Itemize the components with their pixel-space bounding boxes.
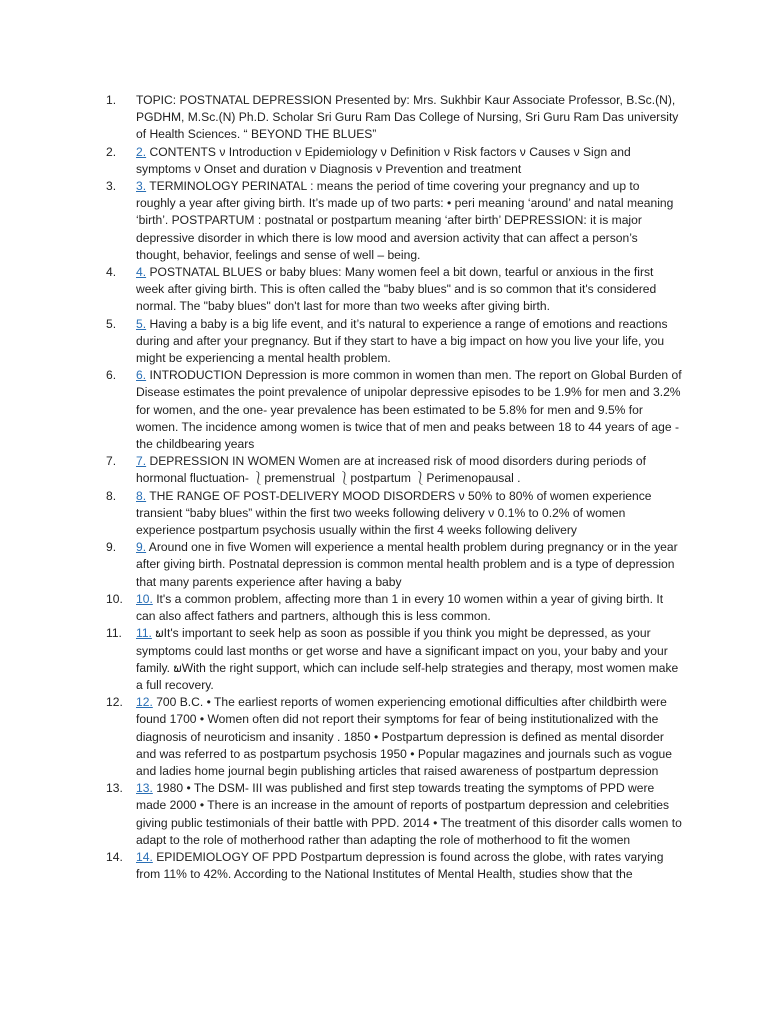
item-text bbox=[136, 591, 682, 625]
item-number: 4. bbox=[106, 265, 117, 280]
list-item bbox=[106, 591, 682, 625]
list-item bbox=[106, 92, 682, 144]
item-body: THE RANGE OF POST-DELIVERY MOOD DISORDERS ν 50% to 80% of women experience transient “baby blues” within the first two weeks following delivery ν 0.1% to 0.2% of women experience postpartum psychosis usually within the first 4 weeks following delivery bbox=[136, 488, 652, 538]
item-body: ພIt's important to seek help as soon as possible if you think you might be depressed, as your symptoms could last months or get worse and have a significant impact on you, your baby and your family. ພWith the right support, which can include self-help strategies and therapy, most women make a full recovery. bbox=[136, 626, 679, 692]
item-text bbox=[136, 488, 682, 540]
list-item bbox=[106, 694, 682, 780]
list-item bbox=[106, 367, 682, 453]
slide-link[interactable]: 2. bbox=[136, 144, 147, 159]
list-item bbox=[106, 625, 682, 694]
item-body: Around one in five Women will experience a mental health problem during pregnancy or in the year after giving birth. Postnatal depression is common mental health problem and is a type of depression that many parents experience after having a baby bbox=[136, 540, 678, 589]
item-text bbox=[136, 316, 682, 368]
slide-link[interactable]: 3. bbox=[136, 179, 147, 194]
list-item bbox=[106, 178, 682, 264]
item-body: DEPRESSION IN WOMEN Women are at increased risk of mood disorders during periods of hormonal fluctuation- ⎱premenstrual ⎱postpartum ⎱Perimenopausal . bbox=[136, 454, 646, 486]
item-body: INTRODUCTION Depression is more common in women than men. The report on Global Burden of Disease estimates the point prevalence of unipolar depressive episodes to be 1.9% for men and 3.2% for women, and the one- year prevalence has been estimated to be 5.8% for men and 9.5% for women. The incidence among women is twice that of men and peaks between 18 to 44 years of age - the childbearing years bbox=[136, 368, 682, 452]
item-text bbox=[136, 625, 682, 694]
item-number: 14. bbox=[106, 849, 123, 864]
item-body: EPIDEMIOLOGY OF PPD Postpartum depression is found across the globe, with rates varying from 11% to 42%. According to the National Institutes of Mental Health, studies show that the bbox=[136, 849, 664, 882]
item-text bbox=[136, 849, 682, 883]
item-number: 2. bbox=[106, 144, 117, 159]
item-number: 7. bbox=[106, 454, 117, 469]
list-item bbox=[106, 849, 682, 883]
item-text bbox=[136, 264, 682, 316]
item-number: 10. bbox=[106, 591, 123, 606]
slide-link[interactable]: 7. bbox=[136, 454, 147, 469]
item-text bbox=[136, 539, 682, 591]
list-item bbox=[106, 144, 682, 178]
numbered-list bbox=[106, 92, 682, 883]
slide-link[interactable]: 12. bbox=[136, 695, 153, 710]
list-item bbox=[106, 780, 682, 849]
item-number: 3. bbox=[106, 179, 117, 194]
slide-link[interactable]: 9. bbox=[136, 540, 147, 555]
item-body: TERMINOLOGY PERINATAL : means the period of time covering your pregnancy and up to roughly a year after giving birth. It’s made up of two parts: • peri meaning ‘around’ and natal meaning ‘birth’. POSTPARTUM : postnatal or postpartum meaning ‘after birth’ DEPRESSION: it is major depressive disorder in which there is low mood and aversion activity that can affect a person’s thought, behavior, feelings and sense of well – being. bbox=[136, 179, 674, 262]
list-item bbox=[106, 264, 682, 316]
item-body: Having a baby is a big life event, and it’s natural to experience a range of emotions and reactions during and after your pregnancy. But if they start to have a big impact on how you live your life, you might be experiencing a mental health problem. bbox=[136, 316, 668, 366]
item-body: TOPIC: POSTNATAL DEPRESSION Presented by: Mrs. Sukhbir Kaur Associate Professor, B.Sc.(N), PGDHM, M.Sc.(N) Ph.D. Scholar Sri Guru Ram Das College of Nursing, Sri Guru Ram Das university of Health Sciences. “ BEYOND THE BLUES” bbox=[136, 93, 679, 142]
item-body: CONTENTS ν Introduction ν Epidemiology ν Definition ν Risk factors ν Causes ν Sign and symptoms ν Onset and duration ν Diagnosis ν Prevention and treatment bbox=[136, 144, 631, 176]
list-item bbox=[106, 316, 682, 368]
item-number: 1. bbox=[106, 93, 117, 107]
item-text bbox=[136, 453, 682, 487]
item-body: It's a common problem, affecting more than 1 in every 10 women within a year of giving birth. It can also affect fathers and partners, although this is less common. bbox=[136, 591, 664, 624]
item-text bbox=[136, 178, 682, 264]
item-number: 8. bbox=[106, 488, 117, 503]
slide-link[interactable]: 10. bbox=[136, 591, 153, 606]
item-text bbox=[136, 92, 682, 144]
item-text bbox=[136, 694, 682, 780]
item-body: POSTNATAL BLUES or baby blues: Many women feel a bit down, tearful or anxious in the first week after giving birth. This is often called the "baby blues" and is so common that it's considered normal. The "baby blues" don't last for more than two weeks after giving birth. bbox=[136, 265, 657, 314]
list-item bbox=[106, 488, 682, 540]
slide-link[interactable]: 5. bbox=[136, 316, 147, 331]
item-number: 6. bbox=[106, 368, 117, 383]
item-body: 700 B.C. • The earliest reports of women experiencing emotional difficulties after childbirth were found 1700 • Women often did not report their symptoms for fear of being institutionalized with the diagnosis of neuroticism and insanity . 1850 • Postpartum depression is defined as mental disorder and was referred to as postpartum psychosis 1950 • Popular magazines and journals such as vogue and ladies home journal begin publishing articles that raised awareness of postpartum depression bbox=[136, 695, 672, 778]
slide-link[interactable]: 8. bbox=[136, 488, 147, 503]
slide-link[interactable]: 11. bbox=[136, 626, 152, 641]
item-number: 12. bbox=[106, 695, 123, 710]
item-text bbox=[136, 367, 682, 453]
slide-link[interactable]: 6. bbox=[136, 368, 147, 383]
slide-link[interactable]: 14. bbox=[136, 849, 153, 864]
slide-link[interactable]: 4. bbox=[136, 265, 147, 280]
item-body: 1980 • The DSM- III was published and first step towards treating the symptoms of PPD were made 2000 • There is an increase in the amount of reports of postpartum depression and celebrities giving public testimonials of their battle with PPD. 2014 • The treatment of this disorder calls women to adapt to the role of motherhood rather than adapting the role of motherhood to fit the women bbox=[136, 781, 682, 847]
item-text bbox=[136, 780, 682, 849]
item-number: 5. bbox=[106, 316, 117, 331]
item-number: 9. bbox=[106, 540, 117, 555]
list-item bbox=[106, 539, 682, 591]
item-text bbox=[136, 144, 682, 178]
item-number: 11. bbox=[106, 626, 122, 641]
item-number: 13. bbox=[106, 781, 123, 796]
slide-link[interactable]: 13. bbox=[136, 781, 153, 796]
list-item bbox=[106, 453, 682, 487]
